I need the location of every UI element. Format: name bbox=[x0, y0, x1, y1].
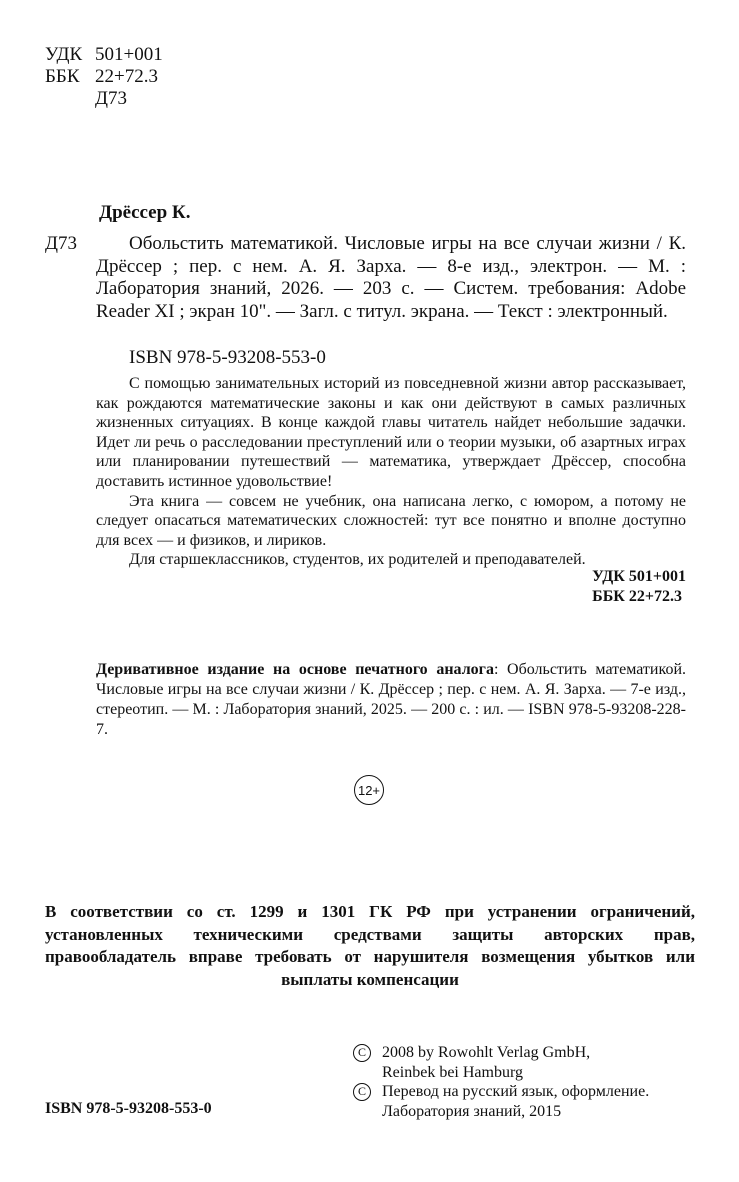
copyright-icon: C bbox=[353, 1044, 371, 1062]
udk-value: 501+001 bbox=[95, 44, 163, 65]
classification-block bbox=[45, 44, 163, 110]
copyright-line: 2008 by Rowohlt Verlag GmbH, bbox=[382, 1044, 591, 1061]
annotation-paragraph: С помощью занимательных историй из повседневной жизни автор рассказывает, как рождаются математические законы и как они действуют в самых различных жизненных ситуациях. В конце каждой главы читатель найдет небольшие задачки. Идет ли речь о расследовании преступлений или о теории музыки, об азартных играх или планировании путешествий — математика, утверждает Дрёссер, способна доставить истинное удовольствие! bbox=[96, 375, 686, 490]
copyright-entry bbox=[353, 1082, 649, 1121]
bibliographic-description: Обольстить математикой. Числовые игры на все случаи жизни / К. Дрёссер ; пер. с нем. А. Я. Зарха. — 8-е изд., электрон. — М. : Лаборатория знаний, 2026. — 203 с. — Систем. требования: Adobe Reader XI ; экран 10". — Загл. с титул. экрана. — Текст : электронный. bbox=[96, 233, 686, 322]
copyright-icon: C bbox=[353, 1083, 371, 1101]
author-mark-left: Д73 bbox=[45, 233, 77, 254]
copyright-line: Лаборатория знаний, 2015 bbox=[382, 1102, 562, 1120]
annotation-paragraph: Эта книга — совсем не учебник, она написана легко, с юмором, а потому не следует опасаться математических сложностей: тут все понятно и вполне доступно для всех — и физиков, и лириков. bbox=[96, 492, 686, 549]
udk-code: УДК 501+001 bbox=[592, 568, 686, 585]
annotation bbox=[96, 374, 686, 570]
udk-row bbox=[45, 44, 163, 66]
derivative-details: : Обольстить математикой. Числовые игры на все случаи жизни / К. Дрёссер ; пер. с нем. А. Я. Зарха. — 7-е изд., стереотип. — М. : Лаборатория знаний, 2025. — 200 с. : ил. — ISBN 978-5-93208-228-7. bbox=[96, 661, 687, 738]
copyright-entry bbox=[353, 1043, 649, 1082]
copyright-law-notice: В соответствии со ст. 1299 и 1301 ГК РФ при устранении ограничений, установленных техническими средствами защиты авторских прав, правообладатель вправе требовать от нарушителя возмещения убытков или выплаты компенсации bbox=[45, 902, 695, 989]
age-rating-text: 12+ bbox=[357, 782, 381, 798]
udk-label: УДК bbox=[45, 44, 83, 65]
isbn-bottom: ISBN 978-5-93208-553-0 bbox=[45, 1100, 212, 1117]
age-rating-badge bbox=[354, 775, 384, 805]
bbk-label: ББК bbox=[45, 66, 80, 87]
author-mark: Д73 bbox=[95, 88, 127, 109]
classification-codes-right bbox=[592, 567, 686, 607]
derivative-edition-note bbox=[96, 660, 686, 740]
bbk-code: ББК 22+72.3 bbox=[592, 588, 683, 605]
derivative-title: Деривативное издание на основе печатного аналога bbox=[96, 661, 494, 678]
copyright-block bbox=[353, 1043, 649, 1121]
author-name: Дрёссер К. bbox=[99, 202, 191, 223]
copyright-line: Перевод на русский язык, оформление. bbox=[382, 1083, 650, 1100]
bbk-row bbox=[45, 66, 163, 88]
annotation-paragraph: Для старшеклассников, студентов, их родителей и преподавателей. bbox=[129, 551, 586, 569]
isbn: ISBN 978-5-93208-553-0 bbox=[129, 347, 326, 368]
bbk-value: 22+72.3 bbox=[95, 66, 158, 87]
copyright-line: Reinbek bei Hamburg bbox=[382, 1063, 524, 1081]
